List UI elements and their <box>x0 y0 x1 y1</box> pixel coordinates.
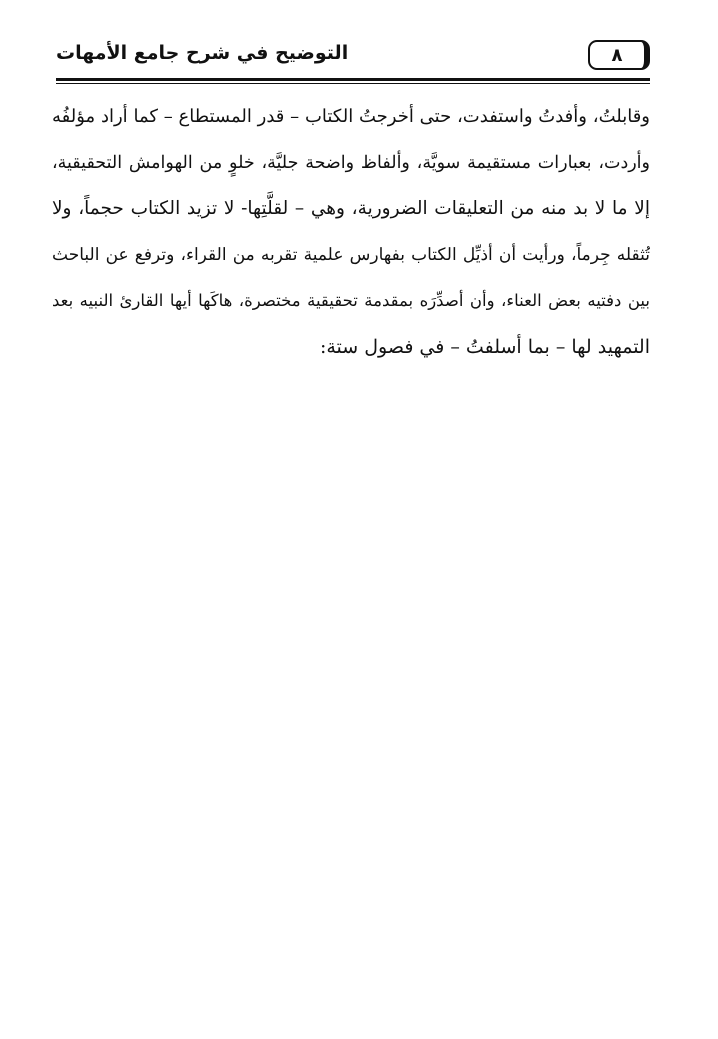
text-line-last: التمهيد لها – بما أسلفتُ – في فصول ستة: <box>319 336 650 358</box>
header-rule <box>56 78 650 81</box>
text-line: وأردت، بعبارات مستقيمة سويَّة، وألفاظ واضحة جليَّة، خلوٍ من الهوامش التحقيقية، <box>52 153 650 173</box>
running-title: التوضيح في شرح جامع الأمهات <box>56 42 349 64</box>
text-line: إلا ما لا بد منه من التعليقات الضرورية، وهي – لقلَّتِها- لا تزيد الكتاب حجماً، ولا <box>52 198 650 219</box>
text-line: بين دفتيه بعض العناء، وأن أصدِّرَه بمقدمة تحقيقية مختصرة، هاكَها أيها القارئ النبيه بعد <box>52 291 650 310</box>
page-number: ٨ <box>611 44 623 66</box>
page-number-box <box>588 40 650 70</box>
text-line: تُثقله جِرماً، ورأيت أن أذيِّل الكتاب بفهارس علمية تقربه من القراء، وترفع عن الباحث <box>52 245 650 265</box>
body-text <box>52 94 650 370</box>
page-header <box>56 38 650 88</box>
header-rule-thin <box>56 83 650 84</box>
text-line: وقابلتُ، وأفدتُ واستفدت، حتى أخرجتُ الكتاب – قدر المستطاع – كما أراد مؤلفُه <box>52 106 650 127</box>
